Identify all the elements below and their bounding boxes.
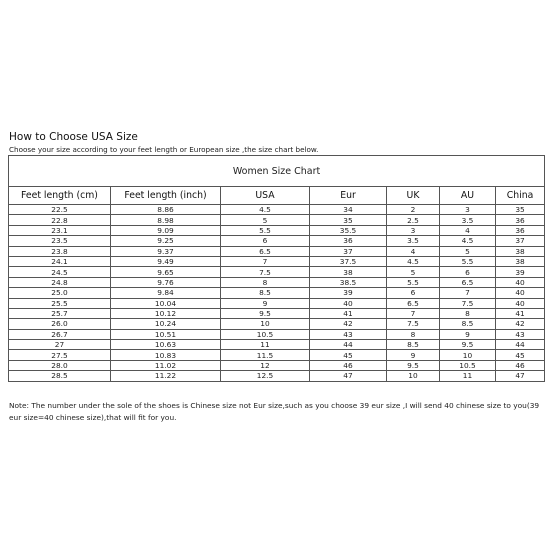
column-header: Feet length (inch) — [111, 187, 221, 205]
size-note: Note: The number under the sole of the shoes is Chinese size not Eur size,such as you choose 39 eur size ,I will send 40 chinese size to you(39 eur size=40 chinese size),that will fit for you. — [9, 401, 540, 422]
table-row — [9, 205, 545, 215]
table-cell: 12 — [221, 360, 310, 370]
table-cell: 22.5 — [9, 205, 111, 215]
table-cell: 35 — [310, 215, 387, 225]
table-cell: 7.5 — [440, 298, 496, 308]
table-cell: 9.5 — [440, 340, 496, 350]
table-cell: 40 — [496, 277, 545, 287]
table-cell: 46 — [310, 360, 387, 370]
table-cell: 10.5 — [221, 329, 310, 339]
table-cell: 39 — [496, 267, 545, 277]
table-cell: 34 — [310, 205, 387, 215]
table-cell: 9 — [221, 298, 310, 308]
table-cell: 8.86 — [111, 205, 221, 215]
table-cell: 9.09 — [111, 225, 221, 235]
table-cell: 6 — [387, 288, 440, 298]
table-cell: 7 — [387, 308, 440, 318]
column-header: UK — [387, 187, 440, 205]
column-header: Eur — [310, 187, 387, 205]
table-row — [9, 319, 545, 329]
table-cell: 9.49 — [111, 256, 221, 266]
table-cell: 9.37 — [111, 246, 221, 256]
table-cell: 39 — [310, 288, 387, 298]
table-row — [9, 256, 545, 266]
table-cell: 6 — [440, 267, 496, 277]
table-cell: 4.5 — [440, 236, 496, 246]
table-cell: 9 — [387, 350, 440, 360]
table-row — [9, 246, 545, 256]
table-cell: 3 — [440, 205, 496, 215]
table-cell: 24.5 — [9, 267, 111, 277]
size-chart-table — [8, 155, 545, 382]
table-cell: 6.5 — [387, 298, 440, 308]
table-cell: 25.5 — [9, 298, 111, 308]
table-cell: 6.5 — [221, 246, 310, 256]
table-cell: 44 — [496, 340, 545, 350]
column-header: Feet length (cm) — [9, 187, 111, 205]
table-cell: 5 — [387, 267, 440, 277]
table-cell: 28.5 — [9, 371, 111, 381]
table-cell: 8 — [440, 308, 496, 318]
table-cell: 11.5 — [221, 350, 310, 360]
table-cell: 9.25 — [111, 236, 221, 246]
table-cell: 38 — [496, 246, 545, 256]
table-cell: 10 — [440, 350, 496, 360]
table-cell: 43 — [310, 329, 387, 339]
table-cell: 10 — [221, 319, 310, 329]
column-header: China — [496, 187, 545, 205]
column-header: AU — [440, 187, 496, 205]
table-caption: Women Size Chart — [9, 156, 545, 187]
table-cell: 4 — [440, 225, 496, 235]
table-cell: 7 — [221, 256, 310, 266]
table-cell: 40 — [496, 298, 545, 308]
table-cell: 37 — [310, 246, 387, 256]
table-row — [9, 236, 545, 246]
page-subtitle: Choose your size according to your feet length or European size ,the size chart below. — [9, 145, 319, 154]
table-cell: 9.5 — [387, 360, 440, 370]
table-cell: 41 — [496, 308, 545, 318]
table-cell: 38 — [496, 256, 545, 266]
table-cell: 10.12 — [111, 308, 221, 318]
table-cell: 4.5 — [221, 205, 310, 215]
table-cell: 40 — [496, 288, 545, 298]
page-title: How to Choose USA Size — [9, 131, 138, 143]
table-cell: 7.5 — [387, 319, 440, 329]
table-row — [9, 308, 545, 318]
table-cell: 45 — [310, 350, 387, 360]
table-cell: 45 — [496, 350, 545, 360]
table-cell: 25.7 — [9, 308, 111, 318]
table-cell: 35.5 — [310, 225, 387, 235]
table-cell: 10.24 — [111, 319, 221, 329]
table-row — [9, 277, 545, 287]
table-cell: 10 — [387, 371, 440, 381]
table-row — [9, 288, 545, 298]
table-cell: 8.5 — [440, 319, 496, 329]
table-cell: 10.5 — [440, 360, 496, 370]
table-cell: 9.5 — [221, 308, 310, 318]
table-cell: 8.5 — [387, 340, 440, 350]
table-cell: 9.65 — [111, 267, 221, 277]
table-cell: 5.5 — [221, 225, 310, 235]
table-cell: 36 — [310, 236, 387, 246]
table-cell: 10.83 — [111, 350, 221, 360]
table-cell: 3.5 — [440, 215, 496, 225]
table-cell: 44 — [310, 340, 387, 350]
table-cell: 23.8 — [9, 246, 111, 256]
table-cell: 2 — [387, 205, 440, 215]
table-cell: 37.5 — [310, 256, 387, 266]
table-cell: 47 — [310, 371, 387, 381]
table-header-row — [9, 187, 545, 205]
table-cell: 10.51 — [111, 329, 221, 339]
table-cell: 23.1 — [9, 225, 111, 235]
table-cell: 8.5 — [221, 288, 310, 298]
table-cell: 10.63 — [111, 340, 221, 350]
table-cell: 2.5 — [387, 215, 440, 225]
table-cell: 10.04 — [111, 298, 221, 308]
table-cell: 23.5 — [9, 236, 111, 246]
table-cell: 9.76 — [111, 277, 221, 287]
table-cell: 22.8 — [9, 215, 111, 225]
table-cell: 41 — [310, 308, 387, 318]
table-row — [9, 298, 545, 308]
table-cell: 27 — [9, 340, 111, 350]
table-cell: 12.5 — [221, 371, 310, 381]
table-cell: 9.84 — [111, 288, 221, 298]
table-cell: 11 — [221, 340, 310, 350]
table-cell: 42 — [496, 319, 545, 329]
table-cell: 8.98 — [111, 215, 221, 225]
table-cell: 7.5 — [221, 267, 310, 277]
table-cell: 47 — [496, 371, 545, 381]
table-caption-row — [9, 156, 545, 187]
table-cell: 4 — [387, 246, 440, 256]
table-cell: 36 — [496, 215, 545, 225]
table-cell: 43 — [496, 329, 545, 339]
table-cell: 11.22 — [111, 371, 221, 381]
table-cell: 38.5 — [310, 277, 387, 287]
table-cell: 35 — [496, 205, 545, 215]
table-cell: 46 — [496, 360, 545, 370]
table-cell: 24.1 — [9, 256, 111, 266]
table-cell: 4.5 — [387, 256, 440, 266]
table-cell: 42 — [310, 319, 387, 329]
table-cell: 5 — [440, 246, 496, 256]
table-cell: 36 — [496, 225, 545, 235]
table-cell: 6 — [221, 236, 310, 246]
table-body — [9, 205, 545, 382]
table-cell: 27.5 — [9, 350, 111, 360]
table-cell: 26.7 — [9, 329, 111, 339]
table-cell: 24.8 — [9, 277, 111, 287]
table-cell: 3.5 — [387, 236, 440, 246]
table-row — [9, 340, 545, 350]
table-row — [9, 267, 545, 277]
table-cell: 6.5 — [440, 277, 496, 287]
column-header: USA — [221, 187, 310, 205]
table-cell: 11 — [440, 371, 496, 381]
table-cell: 8 — [387, 329, 440, 339]
table-cell: 7 — [440, 288, 496, 298]
table-row — [9, 215, 545, 225]
table-cell: 3 — [387, 225, 440, 235]
table-row — [9, 371, 545, 381]
table-cell: 25.0 — [9, 288, 111, 298]
table-cell: 40 — [310, 298, 387, 308]
table-cell: 11.02 — [111, 360, 221, 370]
table-cell: 5.5 — [387, 277, 440, 287]
table-row — [9, 225, 545, 235]
table-cell: 9 — [440, 329, 496, 339]
table-cell: 5 — [221, 215, 310, 225]
table-cell: 8 — [221, 277, 310, 287]
table-cell: 5.5 — [440, 256, 496, 266]
table-row — [9, 350, 545, 360]
table-row — [9, 360, 545, 370]
table-cell: 38 — [310, 267, 387, 277]
table-row — [9, 329, 545, 339]
table-cell: 37 — [496, 236, 545, 246]
table-cell: 28.0 — [9, 360, 111, 370]
table-cell: 26.0 — [9, 319, 111, 329]
